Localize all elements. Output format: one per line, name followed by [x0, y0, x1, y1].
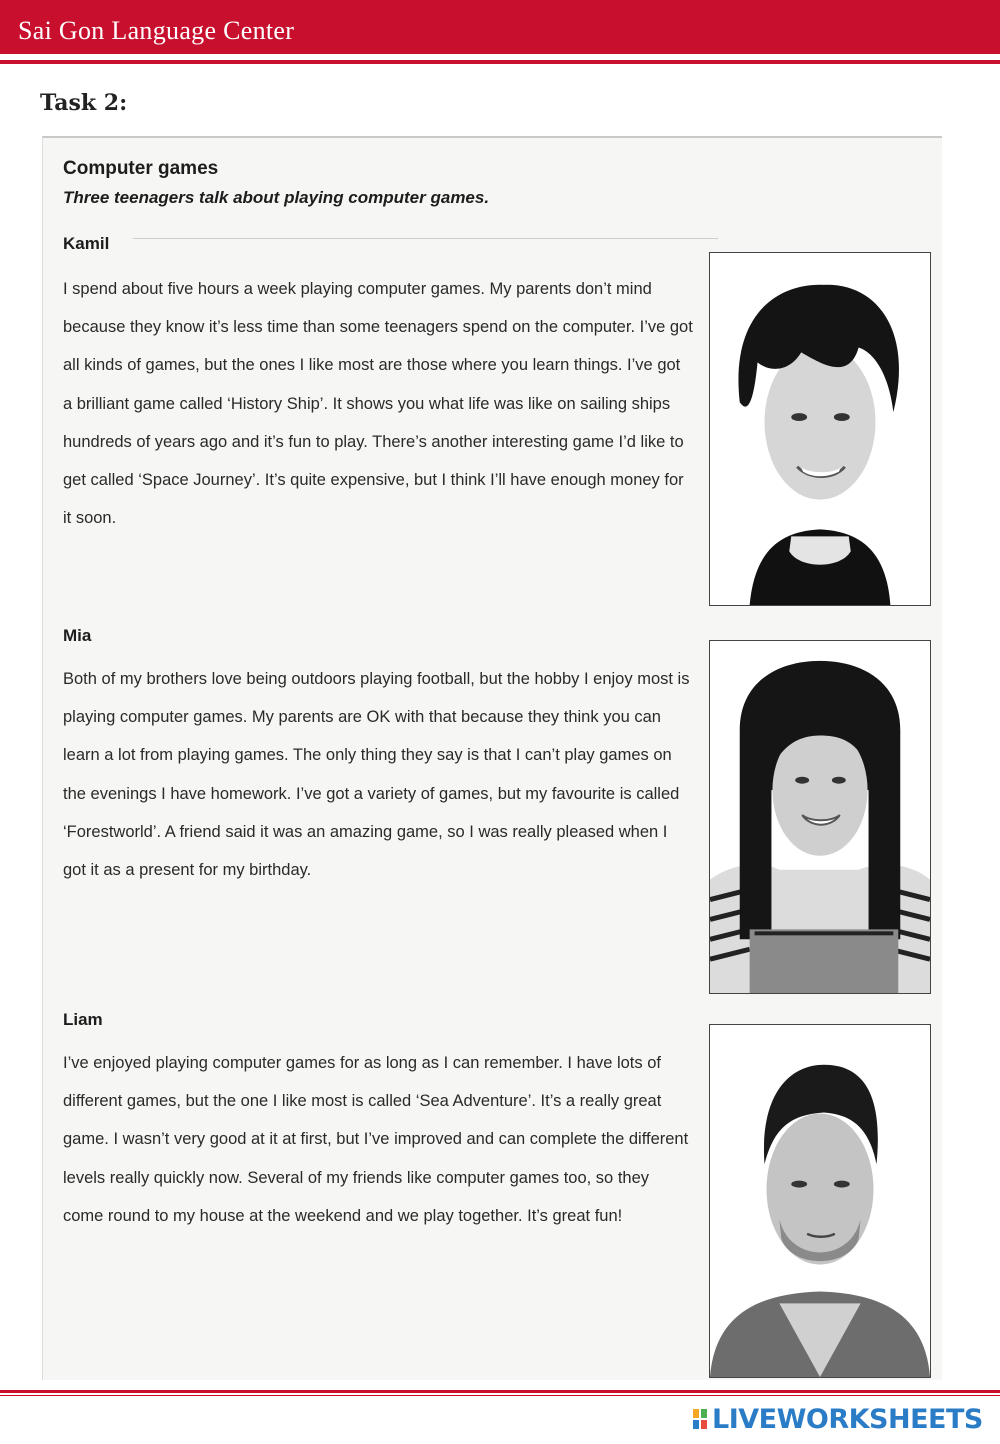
footer-rule-thin — [0, 1395, 1000, 1396]
task-title: Task 2: — [40, 90, 128, 116]
person-name-mia: Mia — [63, 626, 92, 645]
footer-rule — [0, 1390, 1000, 1393]
person-text-liam: I’ve enjoyed playing computer games for as long as I can remember. I have lots of different games, but the one I like most is called ‘Sea Adventure’. It’s a really great game. I wasn’t very good at it at first, but I’ve improved and can complete the different levels really quickly now. Several of my friends like computer games too, so they come round to my house at the weekend and we play together. It’s great fun! — [63, 1054, 689, 1225]
teen-boy-photo — [709, 252, 931, 606]
divider — [133, 238, 718, 239]
liveworksheets-logo — [692, 1404, 983, 1434]
teen-girl-photo — [709, 640, 931, 994]
person-name-kamil: Kamil — [63, 234, 110, 253]
header-rule — [0, 60, 1000, 64]
article-title: Computer games — [63, 158, 219, 179]
liveworksheets-logo-text: LIVEWORKSHEETS — [712, 1403, 983, 1435]
young-man-photo — [709, 1024, 931, 1378]
header-title: Sai Gon Language Center — [18, 16, 295, 45]
person-text-kamil: I spend about five hours a week playing computer games. My parents don’t mind because they know it’s less time than some teenagers spend on the computer. I’ve got all kinds of games, but the ones I like most are those where you learn things. I’ve got a brilliant game called ‘History Ship’. It shows you what life was like on sailing ships hundreds of years ago and it’s fun to play. There’s another interesting game I’d like to get called ‘Space Journey’. It’s quite expensive, but I think I’ll have enough money for it soon. — [63, 280, 693, 528]
article-subtitle: Three teenagers talk about playing computer games. — [63, 188, 490, 207]
scanned-article — [42, 136, 942, 1380]
liveworksheets-cube-icon — [692, 1408, 708, 1430]
person-text-mia: Both of my brothers love being outdoors playing football, but the hobby I enjoy most is playing computer games. My parents are OK with that because they think you can learn a lot from playing games. The only thing they say is that I can’t play games on the evenings I have homework. I’ve got a variety of games, but my favourite is called ‘Forestworld’. A friend said it was an amazing game, so I was really pleased when I got it as a present for my birthday. — [63, 670, 690, 880]
header-bar — [0, 0, 1000, 54]
person-name-liam: Liam — [63, 1010, 103, 1029]
